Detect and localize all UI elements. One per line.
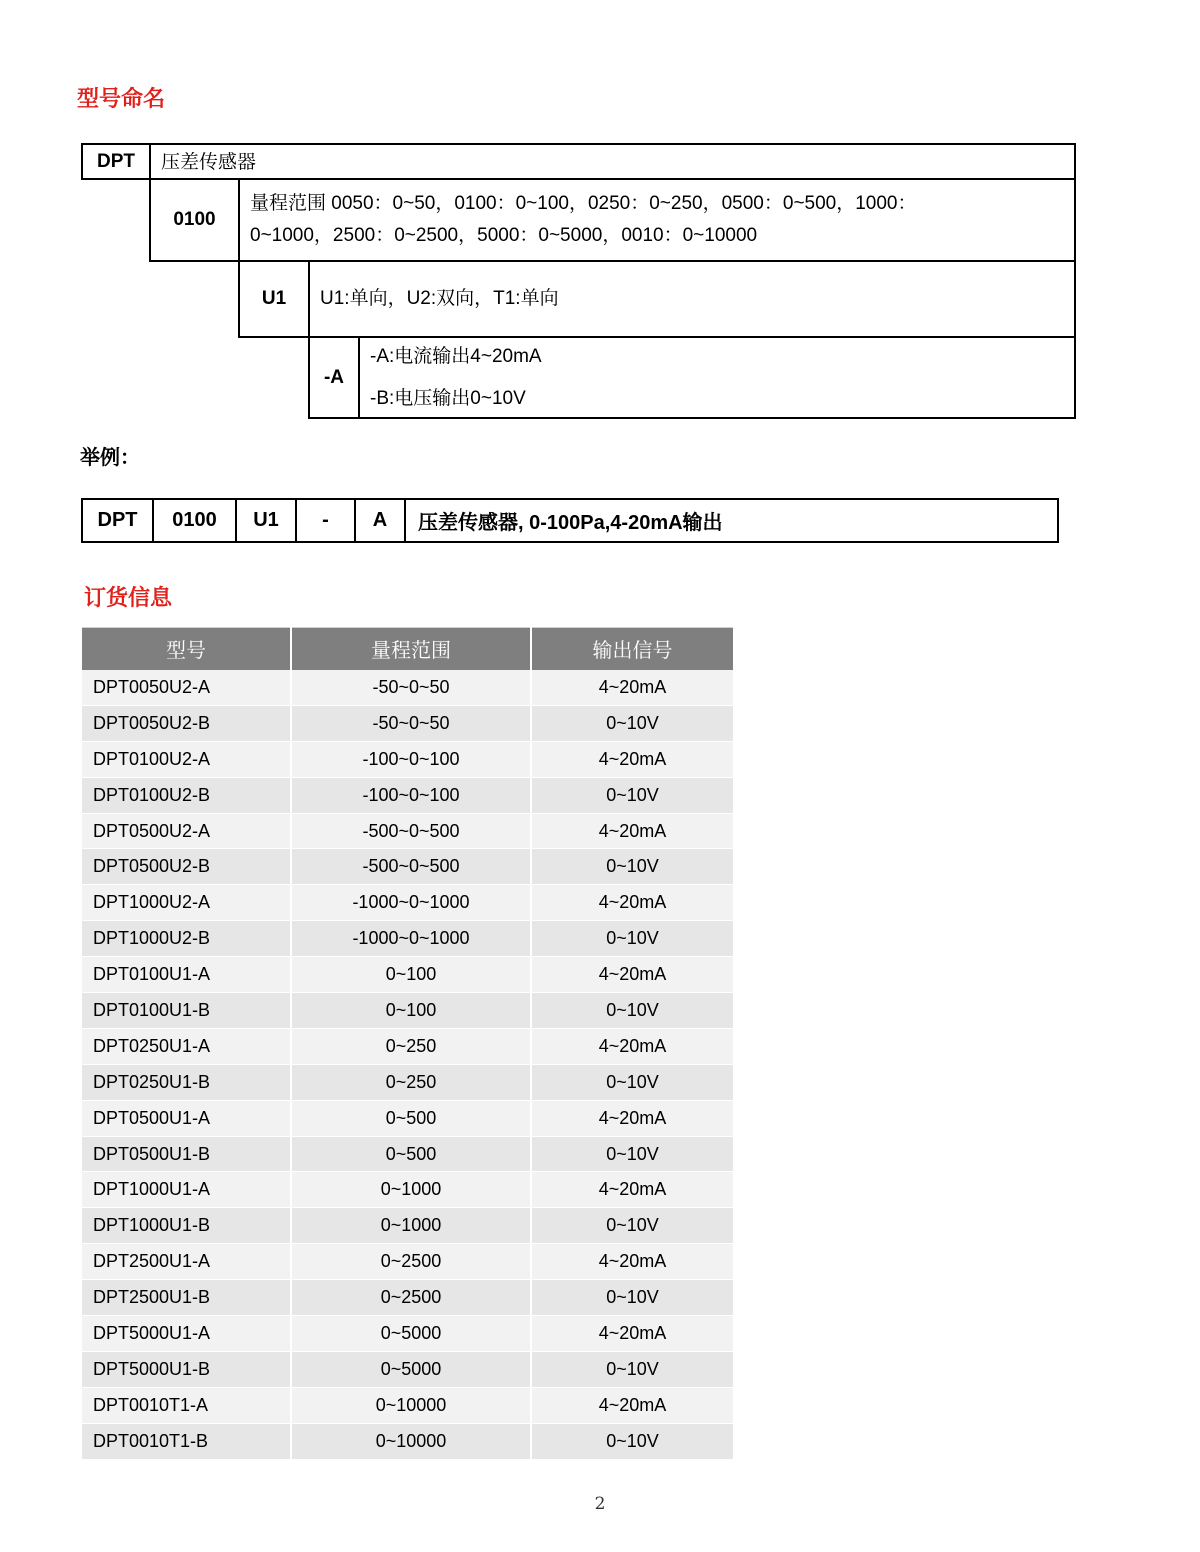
example-label: 举例： — [80, 445, 140, 469]
cell-range: -50~0~50 — [291, 705, 531, 741]
cell-model: DPT0100U2-A — [82, 741, 291, 777]
cell-model: DPT0250U1-B — [82, 1064, 291, 1100]
cell-range: 0~5000 — [291, 1316, 531, 1352]
table-row — [82, 1064, 733, 1100]
cell-range: -50~0~50 — [291, 670, 531, 706]
cell-range: 0~100 — [291, 993, 531, 1029]
example-cell-range: 0100 — [154, 500, 237, 541]
naming-output-code: -A — [308, 336, 360, 419]
cell-model: DPT2500U1-B — [82, 1280, 291, 1316]
cell-model: DPT1000U1-B — [82, 1208, 291, 1244]
table-row — [82, 1208, 733, 1244]
table-row — [82, 1244, 733, 1280]
naming-prefix-code: DPT — [81, 143, 151, 180]
cell-range: 0~100 — [291, 957, 531, 993]
cell-model: DPT0010T1-A — [82, 1387, 291, 1423]
cell-range: 0~250 — [291, 1064, 531, 1100]
table-row — [82, 957, 733, 993]
cell-range: 0~5000 — [291, 1351, 531, 1387]
table-row — [82, 670, 733, 706]
cell-output: 4~20mA — [531, 957, 733, 993]
cell-output: 0~10V — [531, 921, 733, 957]
cell-range: 0~500 — [291, 1100, 531, 1136]
cell-output: 0~10V — [531, 1064, 733, 1100]
example-cell-dash: - — [297, 500, 356, 541]
cell-output: 4~20mA — [531, 1100, 733, 1136]
cell-range: 0~2500 — [291, 1244, 531, 1280]
cell-model: DPT1000U2-B — [82, 921, 291, 957]
naming-direction-desc: U1:单向，U2:双向，T1:单向 — [308, 260, 1076, 338]
table-row — [82, 1100, 733, 1136]
cell-range: -100~0~100 — [291, 741, 531, 777]
cell-output: 4~20mA — [531, 1316, 733, 1352]
table-row — [82, 1280, 733, 1316]
cell-model: DPT0500U2-A — [82, 813, 291, 849]
table-row — [82, 813, 733, 849]
cell-range: -1000~0~1000 — [291, 885, 531, 921]
naming-range-line1: 量程范围 0050：0~50，0100：0~100，0250：0~250，0500：0~500，1000： — [250, 193, 917, 214]
cell-output: 4~20mA — [531, 670, 733, 706]
header-range: 量程范围 — [291, 628, 531, 670]
cell-output: 0~10V — [531, 1136, 733, 1172]
table-row — [82, 885, 733, 921]
example-cell-output: A — [356, 500, 406, 541]
cell-output: 4~20mA — [531, 1172, 733, 1208]
table-row — [82, 1423, 733, 1459]
cell-output: 4~20mA — [531, 813, 733, 849]
naming-direction-code: U1 — [238, 260, 310, 338]
cell-model: DPT0100U1-B — [82, 993, 291, 1029]
naming-output-line1: -A:电流输出4~20mA — [370, 345, 542, 367]
table-row — [82, 1028, 733, 1064]
example-cell-prefix: DPT — [83, 500, 154, 541]
header-output: 输出信号 — [531, 628, 733, 670]
cell-output: 0~10V — [531, 1351, 733, 1387]
table-row — [82, 1136, 733, 1172]
cell-model: DPT0050U2-A — [82, 670, 291, 706]
naming-output-desc — [358, 336, 1076, 419]
header-model: 型号 — [82, 628, 291, 670]
section-title-model-naming: 型号命名 — [77, 86, 166, 112]
cell-output: 0~10V — [531, 849, 733, 885]
table-header-row — [82, 628, 733, 670]
page-number: 2 — [594, 1494, 606, 1514]
table-row — [82, 993, 733, 1029]
example-cell-direction: U1 — [237, 500, 297, 541]
cell-range: 0~500 — [291, 1136, 531, 1172]
cell-range: -1000~0~1000 — [291, 921, 531, 957]
cell-range: -100~0~100 — [291, 777, 531, 813]
cell-model: DPT2500U1-A — [82, 1244, 291, 1280]
cell-range: 0~1000 — [291, 1208, 531, 1244]
example-code-row — [81, 498, 1059, 543]
cell-output: 0~10V — [531, 1423, 733, 1459]
table-row — [82, 741, 733, 777]
cell-range: -500~0~500 — [291, 813, 531, 849]
cell-model: DPT0500U2-B — [82, 849, 291, 885]
example-cell-description: 压差传感器, 0-100Pa,4-20mA输出 — [418, 512, 723, 534]
cell-output: 4~20mA — [531, 1387, 733, 1423]
cell-model: DPT0100U1-A — [82, 957, 291, 993]
cell-range: 0~2500 — [291, 1280, 531, 1316]
naming-range-desc — [238, 178, 1076, 262]
naming-range-code: 0100 — [149, 178, 240, 262]
cell-model: DPT0500U1-B — [82, 1136, 291, 1172]
cell-output: 0~10V — [531, 705, 733, 741]
cell-output: 4~20mA — [531, 1244, 733, 1280]
cell-output: 4~20mA — [531, 741, 733, 777]
table-row — [82, 1172, 733, 1208]
cell-output: 0~10V — [531, 1208, 733, 1244]
cell-model: DPT0050U2-B — [82, 705, 291, 741]
cell-range: -500~0~500 — [291, 849, 531, 885]
cell-model: DPT1000U1-A — [82, 1172, 291, 1208]
table-row — [82, 1351, 733, 1387]
cell-range: 0~250 — [291, 1028, 531, 1064]
cell-model: DPT5000U1-A — [82, 1316, 291, 1352]
cell-model: DPT5000U1-B — [82, 1351, 291, 1387]
naming-prefix-desc: 压差传感器 — [149, 143, 1076, 180]
cell-output: 0~10V — [531, 993, 733, 1029]
order-info-table — [82, 627, 733, 1460]
cell-output: 0~10V — [531, 1280, 733, 1316]
cell-model: DPT0500U1-A — [82, 1100, 291, 1136]
cell-model: DPT0010T1-B — [82, 1423, 291, 1459]
table-row — [82, 1316, 733, 1352]
cell-output: 0~10V — [531, 777, 733, 813]
cell-model: DPT1000U2-A — [82, 885, 291, 921]
section-title-order-info: 订货信息 — [84, 585, 173, 611]
naming-output-line2: -B:电压输出0~10V — [370, 387, 526, 409]
cell-range: 0~1000 — [291, 1172, 531, 1208]
cell-model: DPT0250U1-A — [82, 1028, 291, 1064]
cell-range: 0~10000 — [291, 1423, 531, 1459]
table-row — [82, 921, 733, 957]
naming-range-line2: 0~1000，2500：0~2500，5000：0~5000，0010：0~10000 — [250, 225, 758, 246]
table-row — [82, 777, 733, 813]
table-row — [82, 849, 733, 885]
cell-range: 0~10000 — [291, 1387, 531, 1423]
table-row — [82, 1387, 733, 1423]
cell-output: 4~20mA — [531, 1028, 733, 1064]
table-row — [82, 705, 733, 741]
cell-model: DPT0100U2-B — [82, 777, 291, 813]
cell-output: 4~20mA — [531, 885, 733, 921]
table-body — [82, 670, 733, 1460]
